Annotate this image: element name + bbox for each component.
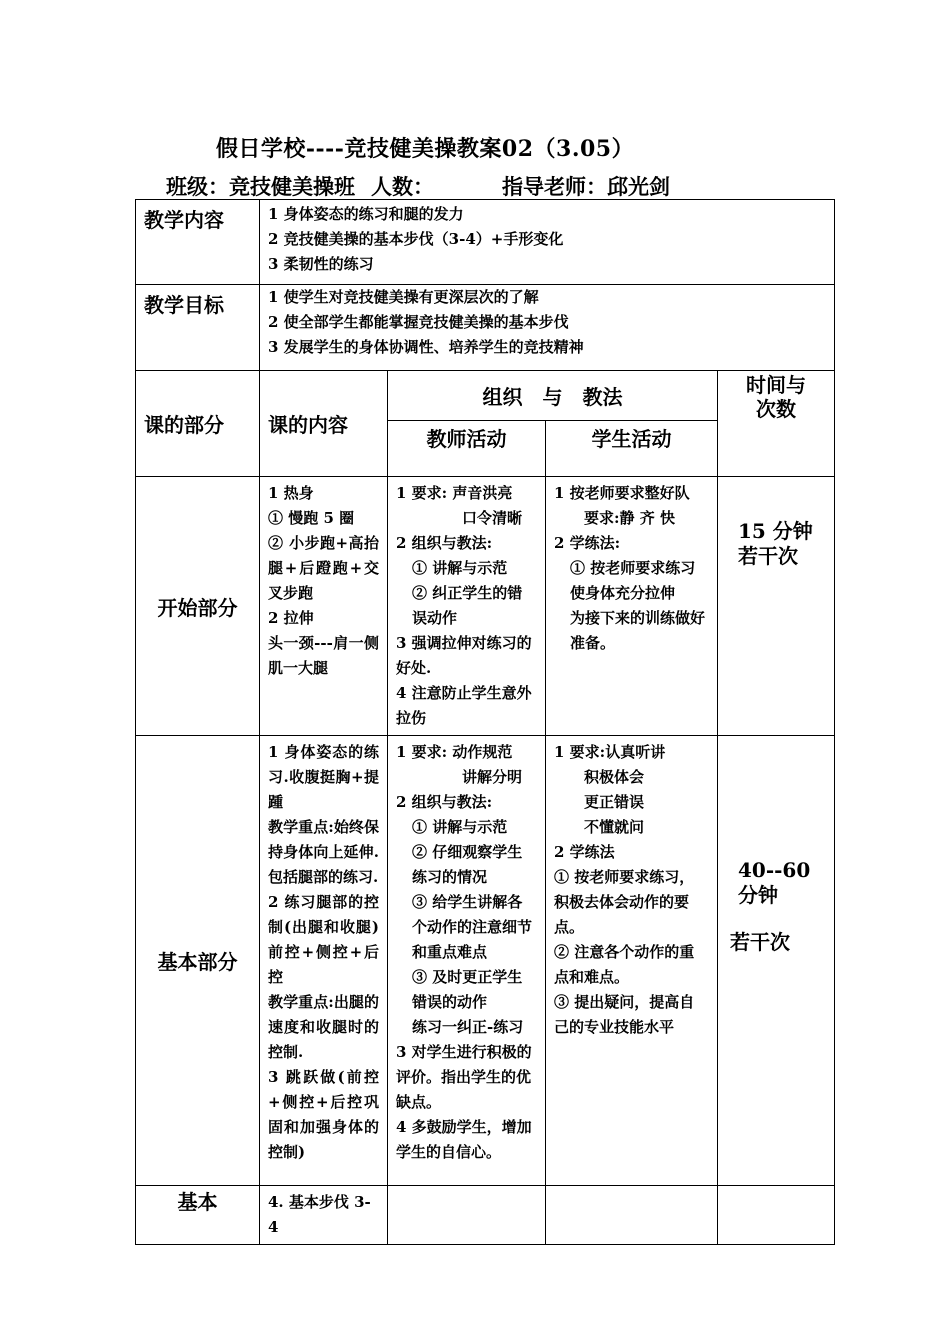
student-line: 2 学练法:	[554, 534, 621, 552]
goal-item: 1 使学生对竞技健美操有更深层次的了解	[268, 288, 539, 306]
start-teacher-cell	[388, 477, 546, 736]
header-org-method: 组织 与 教法	[388, 371, 718, 421]
teacher-line: ① 讲解与示范	[412, 559, 508, 577]
start-content-line: ① 慢跑 5 圈	[268, 509, 355, 527]
start-time-cell	[718, 477, 835, 736]
start-part-label: 开始部分	[136, 477, 260, 736]
teacher-line: 1 要求: 声音洪亮	[396, 484, 513, 502]
content-item: 1 身体姿态的练习和腿的发力	[268, 205, 464, 223]
basic-steps-time-empty	[718, 1186, 835, 1245]
basic-time-line: 40--60	[738, 858, 811, 882]
teaching-goal-cell	[260, 285, 835, 371]
basic-steps-teacher-empty	[388, 1186, 546, 1245]
basic-time-line: 分钟	[738, 883, 778, 907]
basic-content-line: 2 练习腿部的控制(出腿和收腿)前控+侧控+后控	[268, 893, 379, 986]
student-line: 更正错误	[584, 793, 645, 811]
basic-teacher-cell	[388, 736, 546, 1186]
teacher-line: 讲解分明	[462, 768, 523, 786]
student-line: 1 要求:认真听讲	[554, 743, 666, 761]
basic-time-line: 若干次	[730, 930, 790, 954]
teacher-line: ② 纠正学生的错误动作	[412, 584, 523, 627]
teacher-line: ③ 及时更正学生错误的动作	[412, 968, 523, 1011]
student-line: 1 按老师要求整好队	[554, 484, 690, 502]
title-text: 假日学校----竞技健美操教案02（3.05）	[215, 136, 635, 162]
start-content-line: 1 热身	[268, 484, 314, 502]
student-line: ③ 提出疑问，提高自己的专业技能水平	[554, 993, 695, 1036]
header-content: 课的内容	[260, 371, 388, 477]
teacher-label: 指导老师：邱光剑	[502, 174, 670, 199]
teacher-line: 口令清晰	[462, 509, 523, 527]
header-time: 时间与次数	[718, 371, 835, 477]
goal-item: 2 使全部学生都能掌握竞技健美操的基本步伐	[268, 313, 569, 331]
basic-part-row	[136, 736, 835, 1186]
teacher-line: 3 对学生进行积极的评价。指出学生的优缺点。	[396, 1043, 532, 1111]
basic-part-label: 基本部分	[136, 736, 260, 1186]
teacher-line: 3 强调拉伸对练习的好处.	[396, 634, 532, 677]
teaching-goal-row	[136, 285, 835, 371]
start-student-cell	[546, 477, 718, 736]
basic-steps-row	[136, 1186, 835, 1245]
header-teacher-activity: 教师活动	[388, 421, 546, 477]
subtitle-row	[166, 171, 670, 201]
basic-content-line: 教学重点:始终保持身体向上延伸.包括腿部的练习.	[268, 818, 379, 886]
teacher-line: 练习一纠正-练习	[412, 1018, 524, 1036]
start-time-line: 15 分钟	[738, 519, 813, 543]
student-line: 不懂就问	[584, 818, 645, 836]
basic-content-cell	[260, 736, 388, 1186]
teacher-line: 2 组织与教法:	[396, 534, 493, 552]
basic-content-line: 1 身体姿态的练习.收腹挺胸+提踵	[268, 743, 379, 811]
teacher-line: 2 组织与教法:	[396, 793, 493, 811]
teacher-line: ③ 给学生讲解各个动作的注意细节和重点难点	[412, 893, 533, 961]
student-line: ① 按老师要求练习使身体充分拉伸	[570, 559, 696, 602]
content-item: 2 竞技健美操的基本步伐（3-4）+手形变化	[268, 230, 564, 248]
basic-steps-label: 基本	[136, 1186, 260, 1245]
basic-content-line: 教学重点:出腿的速度和收腿时的控制.	[268, 993, 379, 1061]
basic-steps-content: 4. 基本步伐 3-4	[260, 1186, 388, 1245]
start-time-line: 若干次	[738, 544, 798, 568]
teacher-line: 1 要求: 动作规范	[396, 743, 513, 761]
lesson-plan-table	[135, 199, 835, 1245]
student-line: 2 学练法	[554, 843, 615, 861]
start-content-line: ② 小步跑+高抬腿+后蹬跑+交叉步跑	[268, 534, 379, 602]
page-title	[0, 132, 950, 163]
student-line: 要求:静 齐 快	[584, 509, 675, 527]
teaching-goal-label: 教学目标	[136, 285, 260, 371]
teacher-line: 4 多鼓励学生，增加学生的自信心。	[396, 1118, 532, 1161]
student-line: 为接下来的训练做好准备。	[570, 609, 706, 652]
start-content-line: 头一颈---肩一侧肌一大腿	[268, 634, 379, 677]
teaching-content-label: 教学内容	[136, 200, 260, 285]
start-content-cell	[260, 477, 388, 736]
class-label: 班级：竞技健美操班	[166, 174, 355, 199]
teacher-line: ② 仔细观察学生练习的情况	[412, 843, 523, 886]
student-line: 积极体会	[584, 768, 645, 786]
teacher-line: 4 注意防止学生意外拉伤	[396, 684, 532, 727]
teacher-line: ① 讲解与示范	[412, 818, 508, 836]
header-student-activity: 学生活动	[546, 421, 718, 477]
content-item: 3 柔韧性的练习	[268, 255, 374, 273]
start-part-row	[136, 477, 835, 736]
student-line: ① 按老师要求练习，积极去体会动作的要点。	[554, 868, 695, 936]
basic-steps-student-empty	[546, 1186, 718, 1245]
student-line: ② 注意各个动作的重点和难点。	[554, 943, 695, 986]
basic-content-line: 3 跳跃做(前控+侧控+后控巩固和加强身体的控制)	[268, 1068, 379, 1161]
header-row-1	[136, 371, 835, 421]
count-label: 人数：	[371, 174, 434, 199]
basic-time-cell	[718, 736, 835, 1186]
goal-item: 3 发展学生的身体协调性、培养学生的竞技精神	[268, 338, 584, 356]
start-content-line: 2 拉伸	[268, 609, 314, 627]
teaching-content-row	[136, 200, 835, 285]
teaching-content-cell	[260, 200, 835, 285]
basic-student-cell	[546, 736, 718, 1186]
header-part: 课的部分	[136, 371, 260, 477]
